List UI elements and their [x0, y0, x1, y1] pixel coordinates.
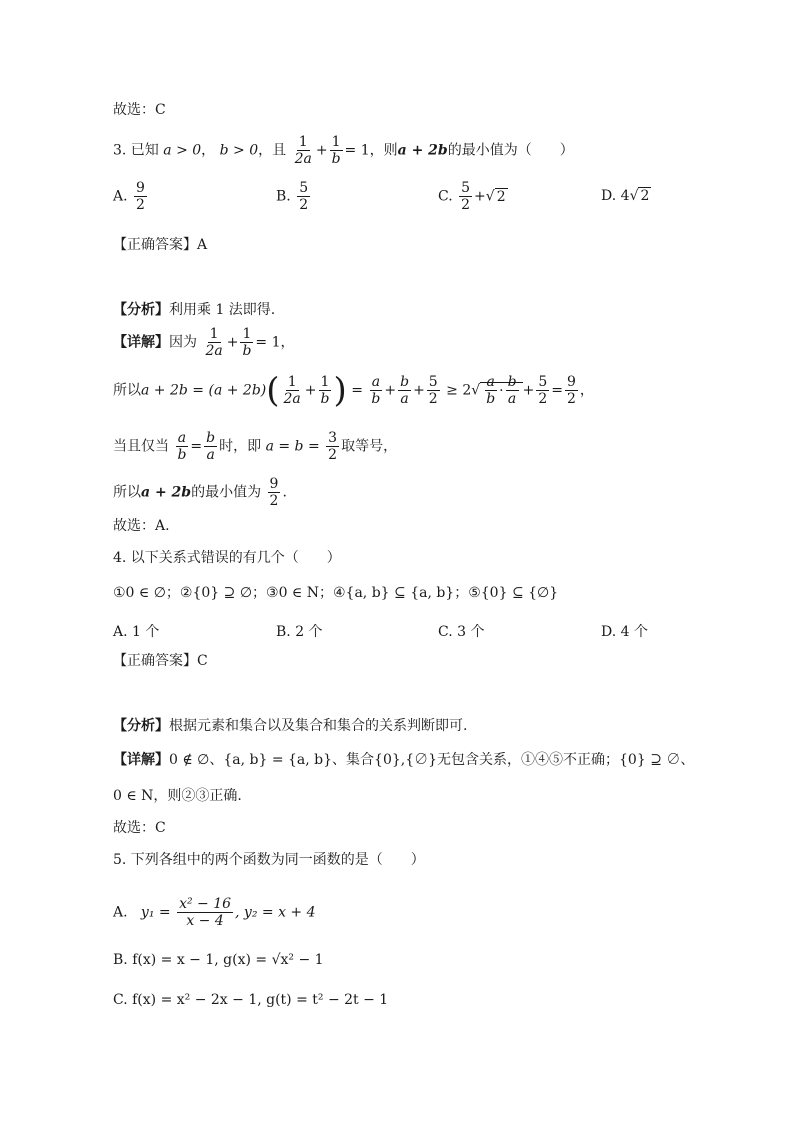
detail-3-line-2: 所以a + 2b = (a + 2b)( $\frac{1}{2a}$ + $\frac{1}{b}$ ) = $\frac{a}{b}$ + $\frac{b}{a}$ + $\frac{5}{2}$ ≥ 2√ $\frac{a}{b}$ · $\frac{b}{a}$ + $\frac{5}{2}$ = $\frac{9}{2}$ ，: [113, 370, 594, 411]
question-3: 3. 已知 a > 0， b > 0，且 $\frac{1}{2a}$ + $\frac{1}{b}$ = 1，则a + 2b的最小值为（ ）: [113, 134, 574, 167]
q3-option-c: C. $\frac{5}{2}$ +√ 2: [438, 180, 506, 213]
detail-3-line-4: 所以a + 2b的最小值为 $\frac{9}{2}$ .: [113, 476, 287, 509]
detail-3-line-1: 【详解】因为 $\frac{1}{2a}$ + $\frac{1}{b}$ = 1，: [113, 326, 295, 359]
q3-option-b: B. $\frac{5}{2}$: [276, 180, 309, 213]
q3-eq: = 1: [344, 142, 370, 159]
q3-prefix: 3. 已知: [113, 142, 159, 159]
question-5: 5. 下列各组中的两个函数为同一函数的是（ ）: [113, 852, 425, 868]
q4-option-d: D. 4 个: [601, 624, 648, 640]
question-4: 4. 以下关系式错误的有几个（ ）: [113, 550, 341, 566]
question-4-items: ①0 ∈ ∅；②{0} ⊇ ∅；③0 ∈ N；④{a, b} ⊆ {a, b}；⑤{0} ⊆ {∅}: [113, 585, 559, 601]
q4-option-c: C. 3 个: [438, 624, 485, 640]
line-prev-answer: 故选：C: [113, 102, 166, 118]
analysis-3: 【分析】利用乘 1 法即得.: [113, 302, 276, 318]
q4-option-b: B. 2 个: [276, 624, 323, 640]
q3-sep: ，: [201, 142, 216, 159]
q3-sep2: ，且: [258, 142, 287, 159]
fraction-1-over-b: $\frac{1}{b}$: [331, 134, 341, 167]
q5-option-c: C. f(x) = x² − 2x − 1, g(t) = t² − 2t − 1: [113, 992, 389, 1008]
q5-option-b: B. f(x) = x − 1, g(x) = √x² − 1: [113, 952, 324, 968]
q3-tail: 的最小值为（ ）: [447, 142, 574, 159]
q3-option-a: A. $\frac{9}{2}$: [113, 180, 145, 213]
detail-3-line-3: 当且仅当 $\frac{a}{b}$ = $\frac{b}{a}$ 时，即 a = b = $\frac{3}{2}$ 取等号，: [113, 430, 398, 463]
choose-c: 故选：C: [113, 820, 166, 836]
q4-option-a: A. 1 个: [113, 624, 160, 640]
detail-4-line-2: 0 ∈ N，则②③正确.: [113, 788, 242, 804]
fraction-1-over-2a: $\frac{1}{2a}$: [294, 134, 312, 167]
answer-4: 【正确答案】C: [113, 653, 208, 669]
answer-3: 【正确答案】A: [113, 237, 208, 253]
analysis-4: 【分析】根据元素和集合以及集合和集合的关系判断即可.: [113, 718, 468, 734]
q3-cond-a: a > 0: [163, 142, 202, 159]
q3-option-d: D. 4√ 2: [601, 188, 650, 204]
q3-target: a + 2b: [397, 142, 448, 159]
detail-4-line-1: 【详解】0 ∉ ∅、{a, b} = {a, b}、集合{0},{∅}无包含关系，①④⑤不正确；{0} ⊇ ∅、: [113, 752, 695, 768]
choose-a: 故选：A.: [113, 518, 170, 534]
q3-cond-b: b > 0: [219, 142, 259, 159]
q5-option-a: A. y₁ = $\frac{\text{x² − 16}}{x - 4}$ , y₂ = x + 4: [113, 896, 316, 929]
